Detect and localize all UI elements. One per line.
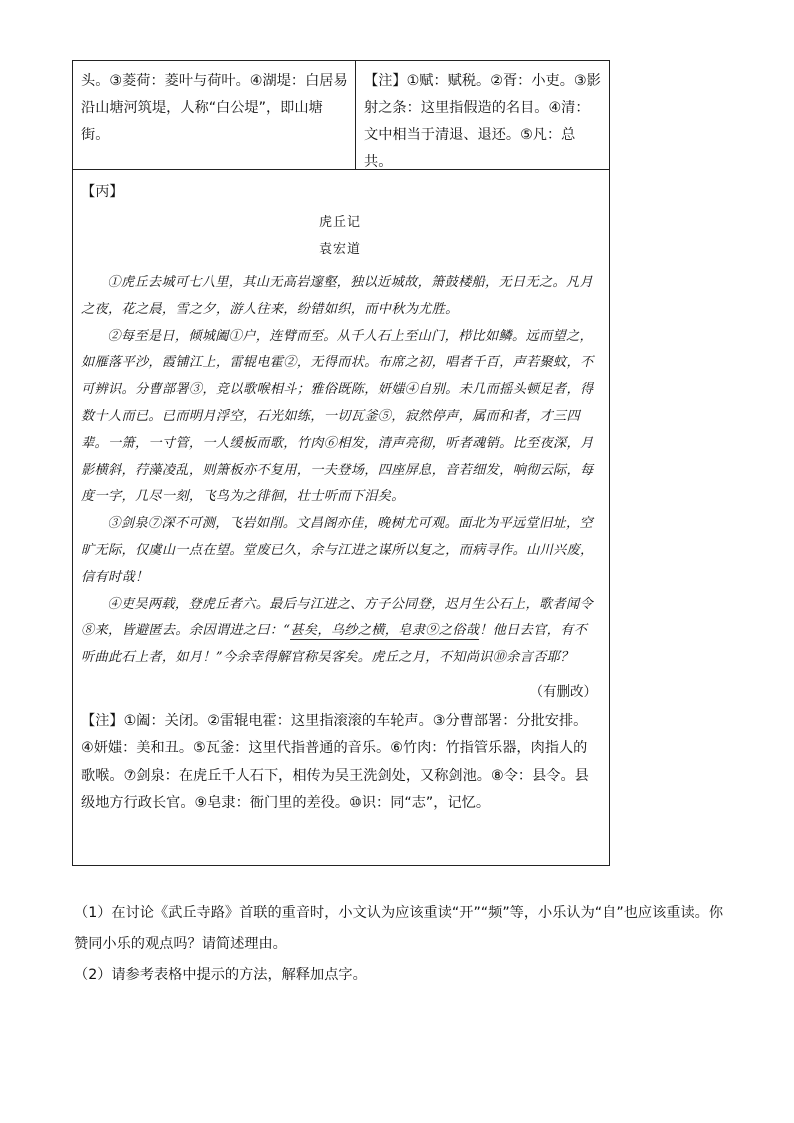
article-title: 虎丘记 [318,215,361,230]
footnotes: 【注】①阖：关闭。②雷辊电霍：这里指滚滚的车轮声。③分曹部署：分批安排。④妍媸：美和丑。⑤瓦釜：这里代指普通的音乐。⑥竹肉：竹指管乐器，肉指人的歌喉。⑦剑泉：在虎丘千人石下，相传为吴王洗剑处，又称剑池。⑧令：县令。县级地方行政长官。⑨皂隶：衙门里的差役。⑩识：同“志”，记忆。 [81,712,589,812]
passage-bing-cell [73,170,609,865]
table-row [73,61,609,170]
annotation-cell-left: 头。③菱荷：菱叶与荷叶。④湖堤：白居易沿山塘河筑堤，人称“白公堤”，即山塘街。 [73,61,356,169]
question-2: （2）请参考表格中提示的方法，解释加点字。 [74,967,367,983]
paragraph-3: ③剑泉⑦深不可测，飞岩如削。文昌阁亦佳，晚树尤可观。面北为平远堂旧址，空旷无际，仅虞山一点在望。堂废已久，余与江进之谋所以复之，而病寻作。山川兴废，信有时哉！ [81,516,594,585]
paragraph-4-post: ！他日去官，有不听曲此石上者，如月！”今余幸得解官称吴客矣。虎丘之月，不知尚识⑩余言否耶？ [81,623,588,666]
paragraph-4-pre: ④吏吴两载，登虎丘者六。最后与江进之、方子公同登，迟月生公石上，歌者闻令⑧来，皆避匿去。余因谓进之曰：“ [81,596,593,639]
paragraph-1: ①虎丘去城可七八里，其山无高岩邃壑，独以近城故，箫鼓楼船，无日无之。凡月之夜，花之晨，雪之夕，游人往来，纷错如织，而中秋为尤胜。 [81,275,593,317]
questions-section [74,898,724,991]
annotation-cell-right: 【注】①赋：赋税。②胥：小吏。③影射之条：这里指假造的名目。④清：文中相当于清退、退还。⑤凡：总共。 [364,73,601,170]
source-note: （有删改） [529,683,597,700]
reading-table [72,60,610,866]
underlined-sentence: 甚矣，乌纱之横，皂隶⑨之俗哉 [290,623,480,639]
question-1: （1）在讨论《武丘寺路》首联的重音时，小文认为应该重读“开”“频”等，小乐认为“自”也应该重读。你赞同小乐的观点吗？请简述理由。 [74,905,724,952]
article-author: 袁宏道 [318,242,361,257]
paragraph-4 [81,592,599,672]
paragraph-2: ②每至是日，倾城阖①户，连臂而至。从千人石上至山门，栉比如鳞。远而望之，如雁落平沙，霞铺江上，雷辊电霍②，无得而状。布席之初，唱者千百，声若聚蚊，不可辨识。分曹部署③，竞以歌喉相斗；雅俗既陈，妍媸④自别。未几而摇头顿足者，得数十人而已。已而明月浮空，石光如练，一切瓦釜⑤，寂然停声，属而和者，才三四辈。一箫，一寸管，一人缓板而歌，竹肉⑥相发，清声亮彻，听者魂销。比至夜深，月影横斜，荇藻凌乱，则箫板亦不复用，一夫登场，四座屏息，音若细发，响彻云际，每度一字，几尽一刻，飞鸟为之徘徊，壮士听而下泪矣。 [81,328,594,505]
passage-label: 【丙】 [81,184,124,200]
